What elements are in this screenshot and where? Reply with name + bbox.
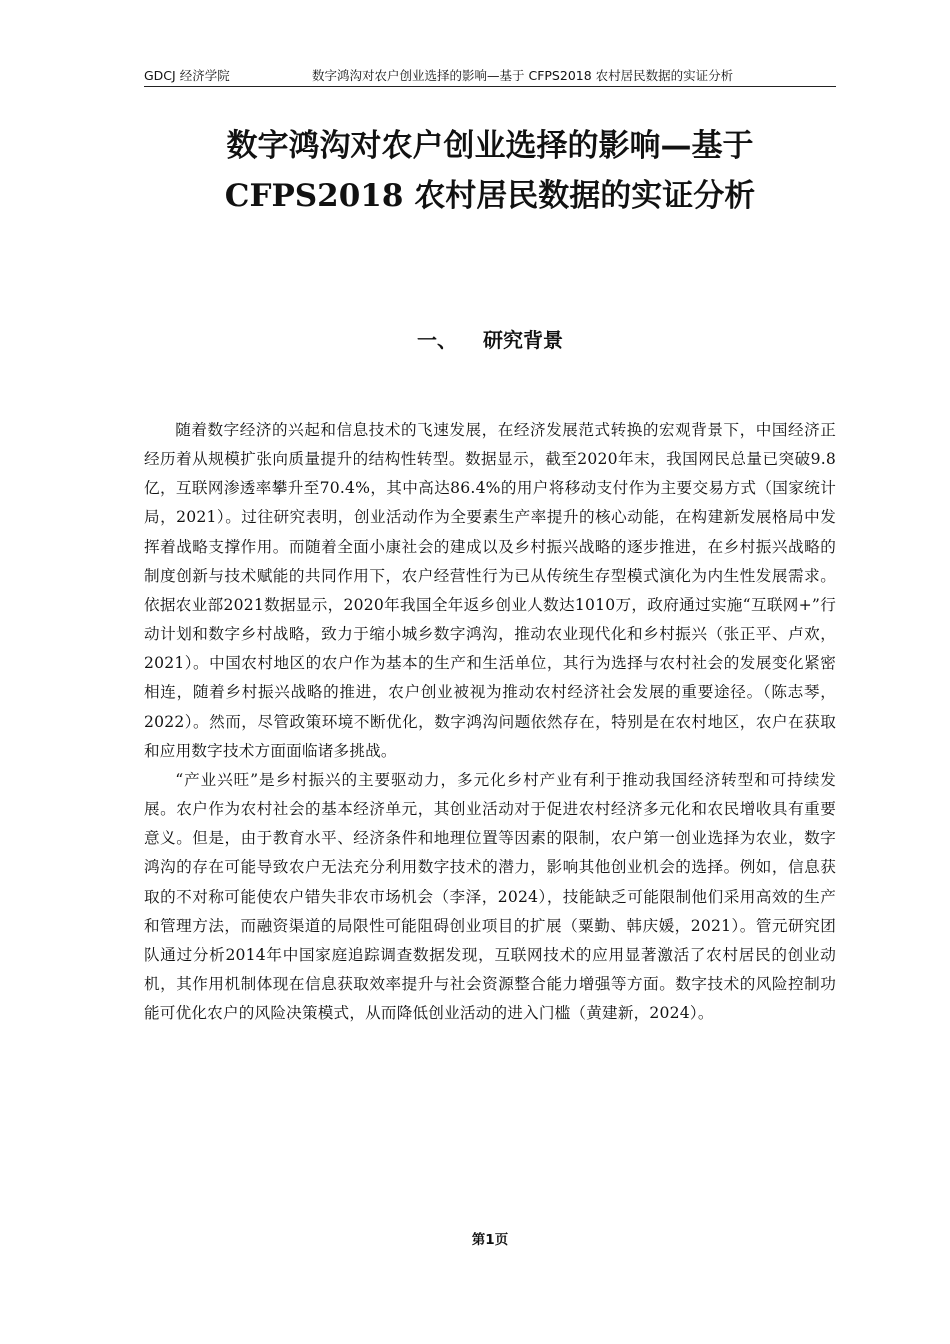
paper-title <box>144 121 836 221</box>
running-header <box>144 66 836 87</box>
paragraph-1: 随着数字经济的兴起和信息技术的飞速发展，在经济发展范式转换的宏观背景下，中国经济正经历着从规模扩张向质量提升的结构性转型。数据显示，截至2020年末，我国网民总量已突破9.8亿，互联网渗透率攀升至70.4%，其中高达86.4%的用户将移动支付作为主要交易方式（国家统计局，2021）。过往研究表明，创业活动作为全要素生产率提升的核心动能，在构建新发展格局中发挥着战略支撑作用。而随着全面小康社会的建成以及乡村振兴战略的逐步推进，在乡村振兴战略的制度创新与技术赋能的共同作用下，农户经营性行为已从传统生存型模式演化为内生性发展需求。依据农业部2021数据显示，2020年我国全年返乡创业人数达1010万，政府通过实施“互联网+”行动计划和数字乡村战略，致力于缩小城乡数字鸿沟，推动农业现代化和乡村振兴（张正平、卢欢，2021）。中国农村地区的农户作为基本的生产和生活单位，其行为选择与农村社会的发展变化紧密相连，随着乡村振兴战略的推进，农户创业被视为推动农村经济社会发展的重要途径。（陈志琴，2022）。然而，尽管政策环境不断优化，数字鸿沟问题依然存在，特别是在农村地区，农户在获取和应用数字技术方面面临诸多挑战。 <box>144 421 836 760</box>
paper-title-line-2: CFPS2018 农村居民数据的实证分析 <box>224 178 756 214</box>
section-title: 研究背景 <box>483 328 563 352</box>
header-institution: GDCJ 经济学院 <box>144 68 230 83</box>
paragraph-2: “产业兴旺”是乡村振兴的主要驱动力，多元化乡村产业有利于推动我国经济转型和可持续发展。农户作为农村社会的基本经济单元，其创业活动对于促进农村经济多元化和农民增收具有重要意义。但是，由于教育水平、经济条件和地理位置等因素的限制，农户第一创业选择为农业，数字鸿沟的存在可能导致农户无法充分利用数字技术的潜力，影响其他创业机会的选择。例如，信息获取的不对称可能使农户错失非农市场机会（李泽，2024），技能缺乏可能限制他们采用高效的生产和管理方法，而融资渠道的局限性可能阻碍创业项目的扩展（粟勤、韩庆媛，2021）。管元研究团队通过分析2014年中国家庭追踪调查数据发现，互联网技术的应用显著激活了农村居民的创业动机，其作用机制体现在信息获取效率提升与社会资源整合能力增强等方面。数字技术的风险控制功能可优化农户的风险决策模式，从而降低创业活动的进入门槛（黄建新，2024）。 <box>144 770 836 1023</box>
section-heading <box>144 322 836 358</box>
paper-title-line-1: 数字鸿沟对农户创业选择的影响—基于 <box>226 128 754 164</box>
section-number: 一、 <box>417 328 457 352</box>
body-text <box>144 416 836 1028</box>
page-number: 第1页 <box>471 1232 509 1248</box>
header-running-title: 数字鸿沟对农户创业选择的影响—基于 CFPS2018 农村居民数据的实证分析 <box>312 68 734 83</box>
